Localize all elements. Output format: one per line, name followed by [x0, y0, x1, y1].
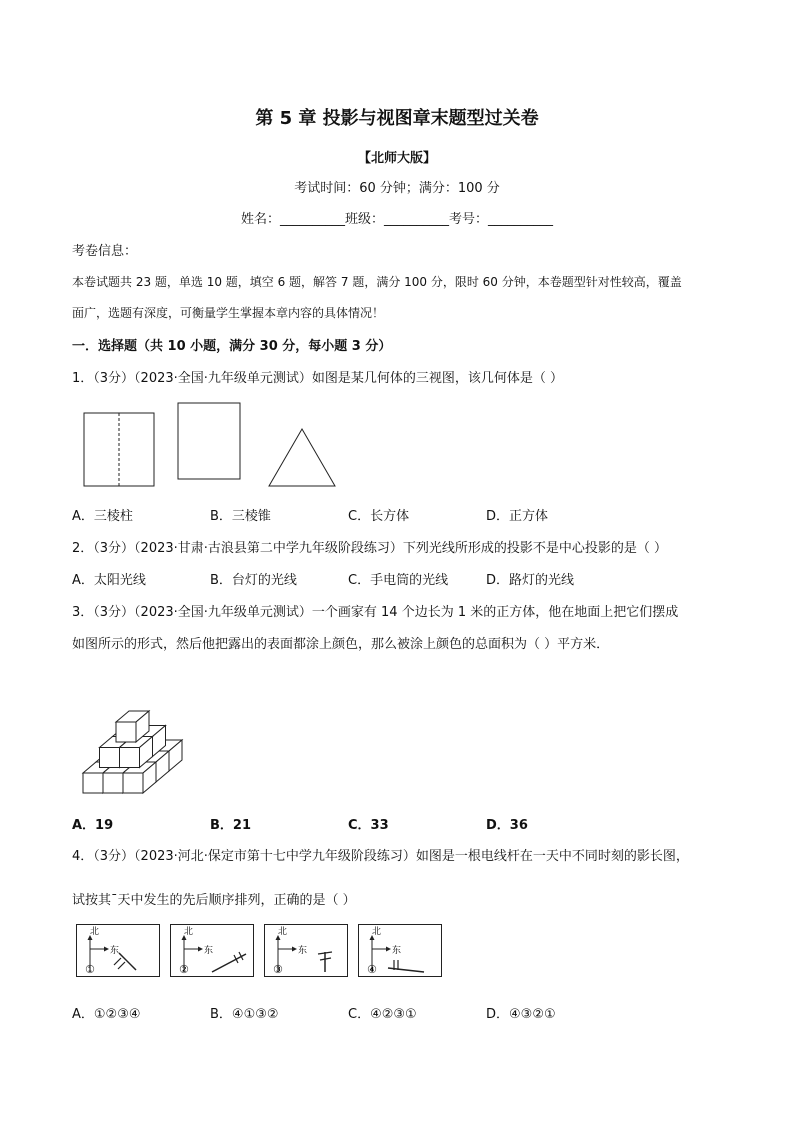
panel-3-east-label: 东	[298, 946, 308, 956]
exam-time-line: 考试时间：60 分钟；满分：100 分	[294, 181, 500, 196]
q4-option-c[interactable]: C．④②③①	[348, 1007, 417, 1022]
q2-option-d[interactable]: D．路灯的光线	[486, 573, 575, 588]
q4-option-a[interactable]: A．①②③④	[72, 1007, 141, 1022]
section-heading: 一．选择题（共 10 小题，满分 30 分，每小题 3 分）	[72, 339, 392, 354]
question-4-stem-line1: 4．（3分）（2023·河北·保定市第十七中学九年级阶段练习）如图是一根电线杆在一天中不同时刻的影长图，	[72, 849, 689, 864]
panel-1-east-label: 东	[110, 946, 120, 956]
q2-option-a[interactable]: A．太阳光线	[72, 573, 146, 588]
q2-option-b[interactable]: B．台灯的光线	[210, 573, 297, 588]
panel-1-number: ①	[85, 963, 95, 976]
exam-info-line1: 本卷试题共 23 题，单选 10 题，填空 6 题，解答 7 题，满分 100 分，限时 60 分钟，本卷题型针对性较高，覆盖	[72, 275, 682, 289]
edition-label: 【北师大版】	[357, 151, 436, 166]
q1-option-d[interactable]: D．正方体	[486, 509, 549, 524]
name-class-id-line: 姓名：__________班级：__________考号：__________	[240, 212, 553, 227]
side-view-rect	[178, 403, 240, 479]
q2-option-c[interactable]: C．手电筒的光线	[348, 573, 449, 588]
q4-option-b[interactable]: B．④①③②	[210, 1007, 279, 1022]
panel-2-number: ②	[179, 963, 189, 976]
panel-4-east-label: 东	[392, 946, 402, 956]
panel-3-north-label: 北	[278, 927, 288, 937]
panel-4-north-label: 北	[372, 927, 382, 937]
panel-1-north-label: 北	[90, 927, 100, 937]
q3-option-b[interactable]: B．21	[210, 818, 251, 833]
q3-cube-pyramid-figure	[80, 666, 210, 796]
question-4-stem-line2: 试按其¯天中发生的先后顺序排列，正确的是（ ）	[72, 893, 356, 908]
page-title: 第 5 章 投影与视图章末题型过关卷	[255, 108, 539, 129]
question-3-stem-line2: 如图所示的形式，然后他把露出的表面都涂上颜色，那么被涂上颜色的总面积为（ ）平方米．	[72, 637, 610, 652]
question-3-stem-line1: 3．（3分）（2023·全国·九年级单元测试）一个画家有 14 个边长为 1 米的正方体，他在地面上把它们摆成	[72, 605, 679, 620]
panel-2-east-label: 东	[204, 946, 214, 956]
q4-shadow-panels-figure	[76, 924, 442, 980]
exam-info-label: 考卷信息：	[72, 244, 138, 259]
q1-option-a[interactable]: A．三棱柱	[72, 509, 133, 524]
question-1-stem: 1．（3分）（2023·全国·九年级单元测试）如图是某几何体的三视图，该几何体是（ ）	[72, 371, 564, 386]
question-2-stem: 2．（3分）（2023·甘肃·古浪县第二中学九年级阶段练习）下列光线所形成的投影不是中心投影的是（ ）	[72, 541, 668, 556]
q3-option-a[interactable]: A．19	[72, 818, 114, 833]
exam-info-line2: 面广，选题有深度，可衡量学生掌握本章内容的具体情况！	[72, 306, 385, 320]
panel-4-number: ④	[367, 963, 377, 976]
q4-option-d[interactable]: D．④③②①	[486, 1007, 556, 1022]
top-view-triangle	[269, 429, 335, 486]
q1-three-views-figure	[80, 400, 340, 490]
panel-2-north-label: 北	[184, 927, 194, 937]
q3-option-d[interactable]: D．36	[486, 818, 528, 833]
q1-option-c[interactable]: C．长方体	[348, 509, 410, 524]
panel-3-number: ③	[273, 963, 283, 976]
q1-option-b[interactable]: B．三棱锥	[210, 509, 271, 524]
q3-option-c[interactable]: C．33	[348, 818, 389, 833]
